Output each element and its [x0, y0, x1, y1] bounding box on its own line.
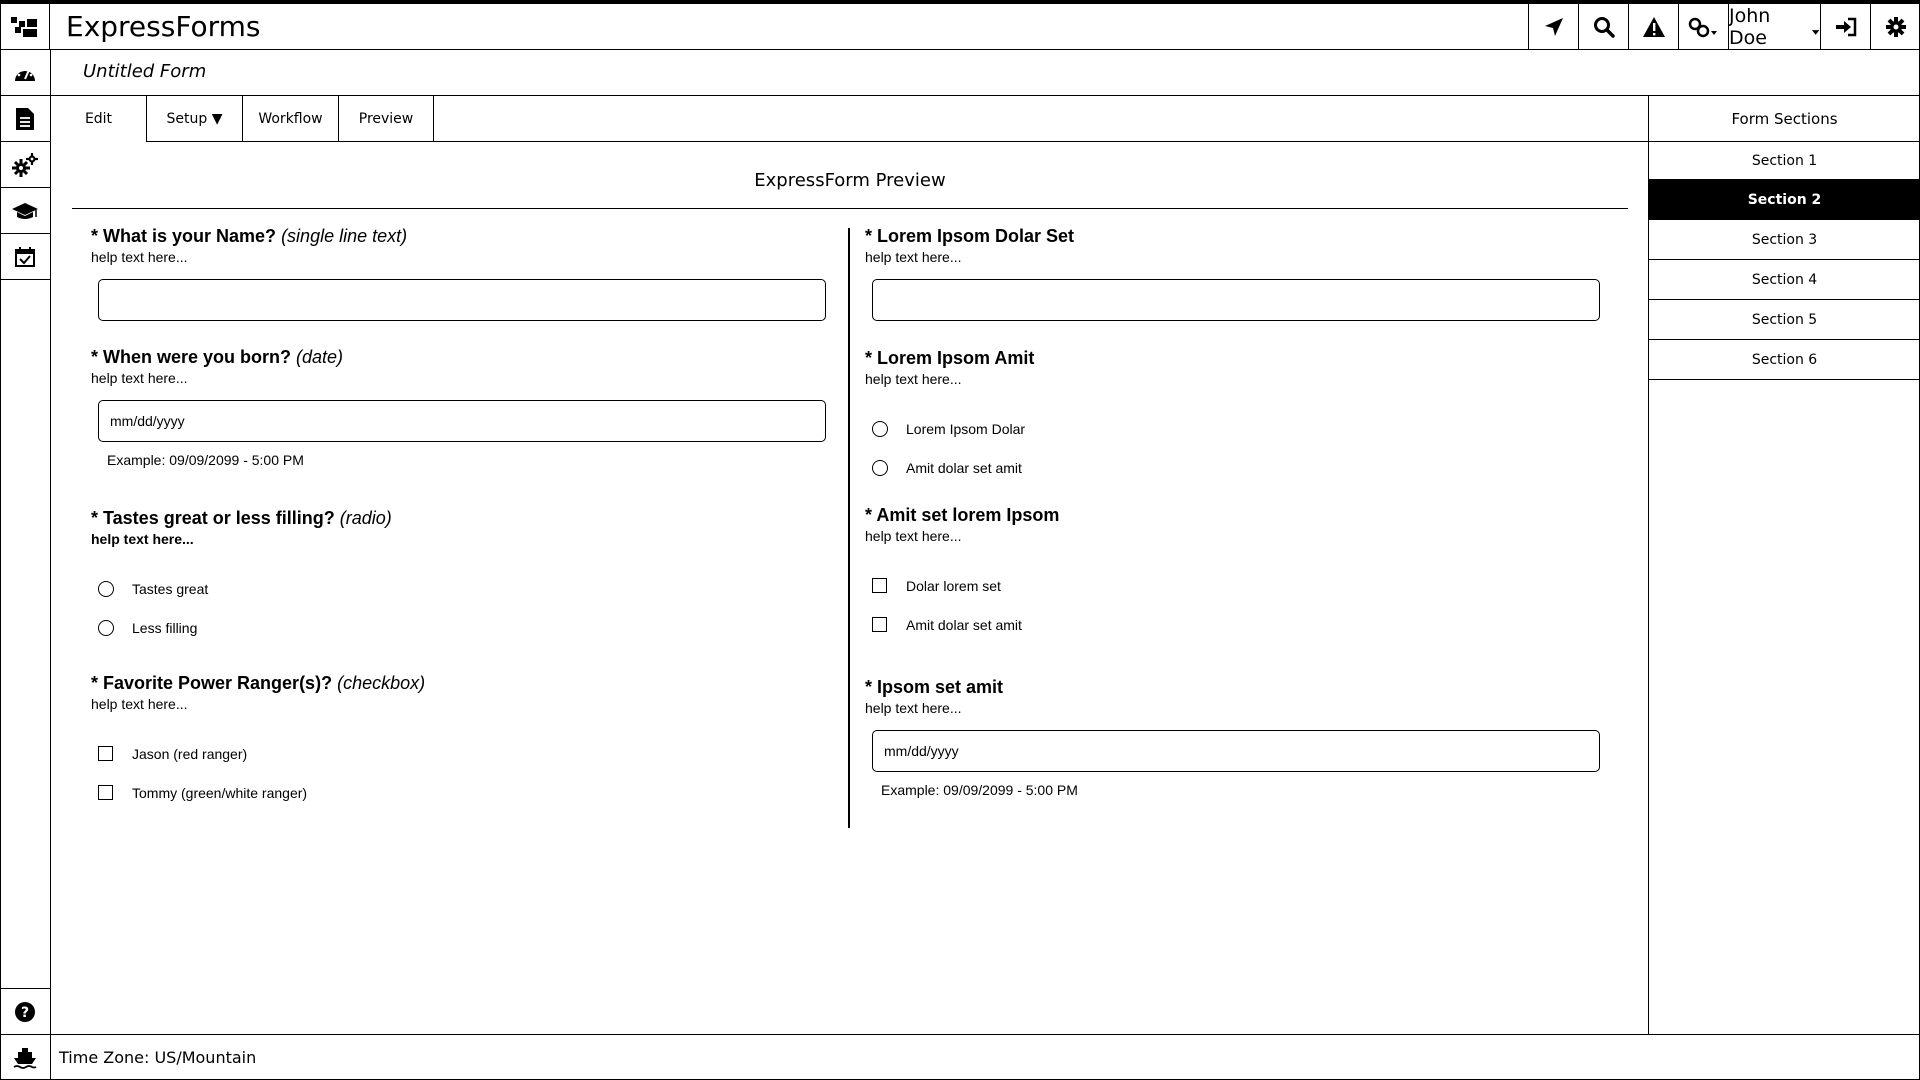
- radio-button[interactable]: [98, 620, 114, 636]
- field-dolar: [865, 226, 1605, 321]
- checkbox-option[interactable]: [98, 773, 831, 812]
- field-label: [91, 226, 831, 247]
- section-item-5[interactable]: Section 5: [1649, 300, 1920, 340]
- section-item-3[interactable]: Section 3: [1649, 220, 1920, 260]
- rail-ship[interactable]: [0, 1034, 50, 1080]
- option-label: Lorem Ipsom Dolar: [906, 420, 1026, 437]
- radio-button[interactable]: [872, 460, 888, 476]
- question-type: (single line text): [281, 226, 408, 246]
- field-label: [91, 673, 831, 694]
- question-text: * Tastes great or less filling?: [91, 508, 335, 528]
- search-button[interactable]: [1578, 4, 1628, 49]
- section-item-4[interactable]: Section 4: [1649, 260, 1920, 300]
- rail-dashboard[interactable]: [0, 50, 50, 96]
- radio-group: [91, 569, 831, 647]
- tab-preview[interactable]: Preview: [339, 96, 434, 142]
- links-dropdown-button[interactable]: [1678, 4, 1728, 49]
- question-text: * Ipsom set amit: [865, 677, 1004, 697]
- user-menu[interactable]: [1728, 4, 1820, 49]
- help-text: help text here...: [865, 371, 962, 387]
- checkbox[interactable]: [98, 746, 113, 761]
- top-actions: [1528, 4, 1920, 49]
- radio-option[interactable]: [98, 569, 831, 608]
- rail-documents[interactable]: [0, 96, 50, 142]
- option-label: Jason (red ranger): [132, 745, 248, 762]
- radio-option[interactable]: [872, 448, 1605, 487]
- option-label: Amit dolar set amit: [906, 616, 1022, 633]
- field-label: [91, 508, 831, 529]
- field-name: [91, 226, 831, 321]
- rail-calendar[interactable]: [0, 234, 50, 280]
- section-item-1[interactable]: Section 1: [1649, 142, 1920, 180]
- field-amitset: [865, 505, 1605, 644]
- field-ranger: [91, 673, 831, 812]
- checkbox-option[interactable]: [872, 605, 1605, 644]
- tab-bar-filler: [434, 96, 1648, 142]
- section-item-6[interactable]: Section 6: [1649, 340, 1920, 380]
- search-icon: [1593, 16, 1615, 38]
- help-text: help text here...: [91, 249, 188, 265]
- question-type: (date): [296, 347, 344, 367]
- rail-settings[interactable]: [0, 142, 50, 188]
- field-tastes: [91, 508, 831, 647]
- logo[interactable]: [0, 4, 50, 49]
- checkbox[interactable]: [98, 785, 113, 800]
- radio-button[interactable]: [98, 581, 114, 597]
- checkbox[interactable]: [872, 617, 887, 632]
- sign-in-icon: [1834, 16, 1858, 38]
- checkbox-option[interactable]: [872, 566, 1605, 605]
- ipsom-date-input[interactable]: mm/dd/yyyy: [872, 730, 1600, 772]
- form-sections-panel: [1648, 96, 1920, 1034]
- warning-icon: [1642, 16, 1666, 38]
- question-text: * Lorem Ipsom Amit: [865, 348, 1035, 368]
- sign-in-button[interactable]: [1820, 4, 1870, 49]
- dashboard-icon: [13, 63, 37, 83]
- option-label: Tastes great: [132, 580, 209, 597]
- option-label: Tommy (green/white ranger): [132, 784, 308, 801]
- help-text: help text here...: [91, 370, 188, 386]
- radio-option[interactable]: [872, 409, 1605, 448]
- option-label: Less filling: [132, 619, 198, 636]
- date-example: Example: 09/09/2099 - 5:00 PM: [107, 452, 304, 468]
- link-dropdown-icon: [1688, 16, 1720, 38]
- help-text: help text here...: [865, 249, 962, 265]
- name-input[interactable]: [98, 279, 826, 321]
- option-label: Amit dolar set amit: [906, 459, 1022, 476]
- question-text: * When were you born?: [91, 347, 292, 367]
- radio-group: [865, 409, 1605, 487]
- preview-title: ExpressForm Preview: [754, 170, 946, 191]
- rail-help[interactable]: [0, 988, 50, 1034]
- dolar-input[interactable]: [872, 279, 1600, 321]
- ship-icon: [13, 1047, 37, 1069]
- form-sections-heading: Form Sections: [1649, 96, 1920, 142]
- field-born: [91, 347, 831, 468]
- top-bar: [0, 4, 1920, 50]
- born-date-input[interactable]: mm/dd/yyyy: [98, 400, 826, 442]
- section-item-2[interactable]: Section 2: [1649, 180, 1920, 220]
- question-type: (checkbox): [337, 673, 426, 693]
- question-text: * Lorem Ipsom Dolar Set: [865, 226, 1075, 246]
- question-type: (radio): [339, 508, 392, 528]
- date-example: Example: 09/09/2099 - 5:00 PM: [881, 782, 1078, 798]
- svg-text:?: ?: [20, 1004, 30, 1021]
- location-arrow-icon: [1543, 16, 1565, 38]
- tab-workflow[interactable]: Workflow: [243, 96, 339, 142]
- help-text: help text here...: [91, 531, 194, 547]
- document-icon: [15, 107, 35, 131]
- checkbox-option[interactable]: [98, 734, 831, 773]
- field-ipsom: [865, 677, 1605, 798]
- rail-training[interactable]: [0, 188, 50, 234]
- settings-button[interactable]: [1870, 4, 1920, 49]
- chevron-down-icon: [1811, 27, 1820, 37]
- preview-divider: [72, 208, 1628, 209]
- graduation-cap-icon: [11, 201, 39, 221]
- gears-icon: [11, 152, 39, 178]
- column-divider: [848, 228, 850, 828]
- radio-option[interactable]: [98, 608, 831, 647]
- help-text: help text here...: [91, 696, 188, 712]
- rail-bottom: [0, 988, 50, 1080]
- location-button[interactable]: [1528, 4, 1578, 49]
- help-text: help text here...: [865, 528, 962, 544]
- help-icon: [14, 1001, 36, 1023]
- question-text: * What is your Name?: [91, 226, 277, 246]
- gear-icon: [1885, 16, 1907, 38]
- grid-logo-icon: [11, 15, 39, 39]
- calendar-check-icon: [14, 246, 36, 268]
- form-title[interactable]: Untitled Form: [83, 61, 207, 82]
- checkbox-group: [91, 734, 831, 812]
- alerts-button[interactable]: [1628, 4, 1678, 49]
- question-text: * Amit set lorem Ipsom: [865, 505, 1060, 525]
- field-label: [91, 347, 831, 368]
- tab-bar: [51, 96, 434, 142]
- radio-button[interactable]: [872, 421, 888, 437]
- tab-edit[interactable]: Edit: [51, 96, 147, 142]
- left-rail: [0, 50, 51, 1080]
- footer: [51, 1034, 1920, 1080]
- tab-setup[interactable]: Setup ▼: [147, 96, 243, 142]
- checkbox-group: [865, 566, 1605, 644]
- app-title: ExpressForms: [66, 10, 261, 43]
- help-text: help text here...: [865, 700, 962, 716]
- form-title-bar: [51, 50, 1920, 96]
- checkbox[interactable]: [872, 578, 887, 593]
- question-text: * Favorite Power Ranger(s)?: [91, 673, 333, 693]
- timezone-label: Time Zone: US/Mountain: [59, 1048, 257, 1067]
- option-label: Dolar lorem set: [906, 577, 1001, 594]
- user-name: John Doe: [1729, 4, 1771, 49]
- field-amit: [865, 348, 1605, 487]
